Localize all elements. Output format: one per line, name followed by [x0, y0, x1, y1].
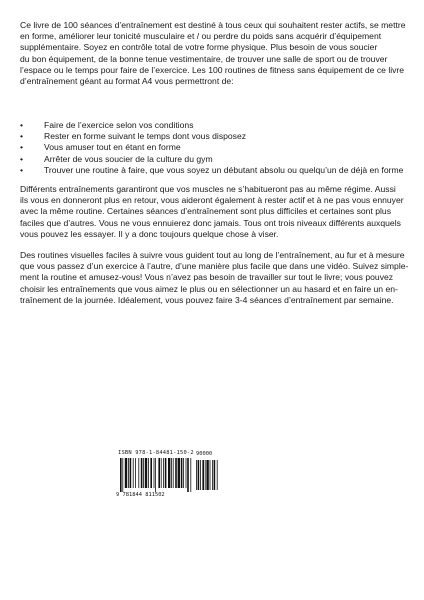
paragraph-line: traînement de la journée. Idéalement, vous pouvez faire 3-4 séances d’entraînement par semaine.: [20, 294, 394, 305]
paragraph-line: choisir les entraînements que vous aimez le plus ou en sélectionner un au hasard et en faire un en-: [20, 283, 398, 294]
intro-line: l’espace ou le temps pour faire de l’exercice. Les 100 routines de fitness sans équipement de ce livre: [20, 64, 405, 75]
intro-paragraph: [20, 20, 412, 87]
list-item-text: Faire de l’exercice selon vos conditions: [44, 120, 194, 130]
intro-line: d’entraînement géant au format A4 vous permettront de:: [20, 76, 234, 87]
variety-paragraph: [20, 184, 412, 240]
list-item: [20, 131, 412, 142]
paragraph-line: faciles que d’autres. Vous ne vous ennuierez donc jamais. Tous ont trois niveaux différents auxquels: [20, 217, 401, 228]
intro-line: en forme, améliorer leur tonicité musculaire et / ou perdre du poids sans acquérir d’équipement: [20, 31, 382, 42]
list-item: [20, 120, 412, 131]
intro-line: du bon équipement, de la bonne tenue vestimentaire, de trouver une salle de sport ou de trouver: [20, 53, 388, 64]
bullet-marker: •: [20, 164, 24, 175]
paragraph-line: avec la même routine. Certaines séances d’entraînement sont plus difficiles et certaines sont plus: [20, 206, 391, 217]
benefits-list: [20, 120, 412, 176]
bullet-marker: •: [20, 120, 24, 130]
list-item-text: Vous amuser tout en étant en forme: [44, 142, 181, 153]
bullet-marker: •: [20, 142, 24, 153]
intro-line: Ce livre de 100 séances d’entraînement est destiné à tous ceux qui souhaitent rester actifs, se mettre: [20, 20, 406, 30]
intro-line: supplémentaire. Soyez en contrôle total de votre forme physique. Plus besoin de vous soucier: [20, 42, 378, 53]
addon-digits: 90000: [196, 451, 213, 457]
paragraph-line: ils vous en donneront plus en retour, vous aideront également à rester actif et à ne pas vous ennuyer: [20, 195, 404, 206]
paragraph-line: Des routines visuelles faciles à suivre vous guident tout au long de l’entraînement, au fur et à mesure: [20, 250, 405, 260]
list-item-text: Rester en forme suivant le temps dont vous disposez: [44, 131, 247, 142]
routines-paragraph: [20, 250, 412, 306]
list-item-text: Arrêter de vous soucier de la culture du gym: [44, 153, 213, 164]
barcode-icon: [116, 458, 220, 494]
barcode-digits: 9 781844 811502: [116, 492, 165, 498]
paragraph-line: que vous passez d’un exercice à l’autre, d’une manière plus facile que dans une vidéo. Suivez simple-: [20, 261, 409, 272]
paragraph-line: ment la routine et amusez-vous! Vous n’avez pas besoin de travailler sur tout le livre; vous pouvez: [20, 272, 394, 283]
paragraph-line: Différents entraînements garantiront que vos muscles ne s’habitueront pas au même régime. Aussi: [20, 184, 396, 194]
isbn-label: ISBN 978-1-84481-150-2: [118, 450, 194, 456]
bullet-marker: •: [20, 131, 24, 142]
list-item: [20, 165, 412, 176]
list-item: [20, 142, 412, 153]
bullet-marker: •: [20, 153, 24, 164]
list-item: [20, 154, 412, 165]
list-item-text: Trouver une routine à faire, que vous soyez un débutant absolu ou quelqu’un de déjà en forme: [44, 164, 404, 175]
paragraph-line: vous pouvez les essayer. Il y a donc toujours quelque chose à viser.: [20, 228, 279, 239]
